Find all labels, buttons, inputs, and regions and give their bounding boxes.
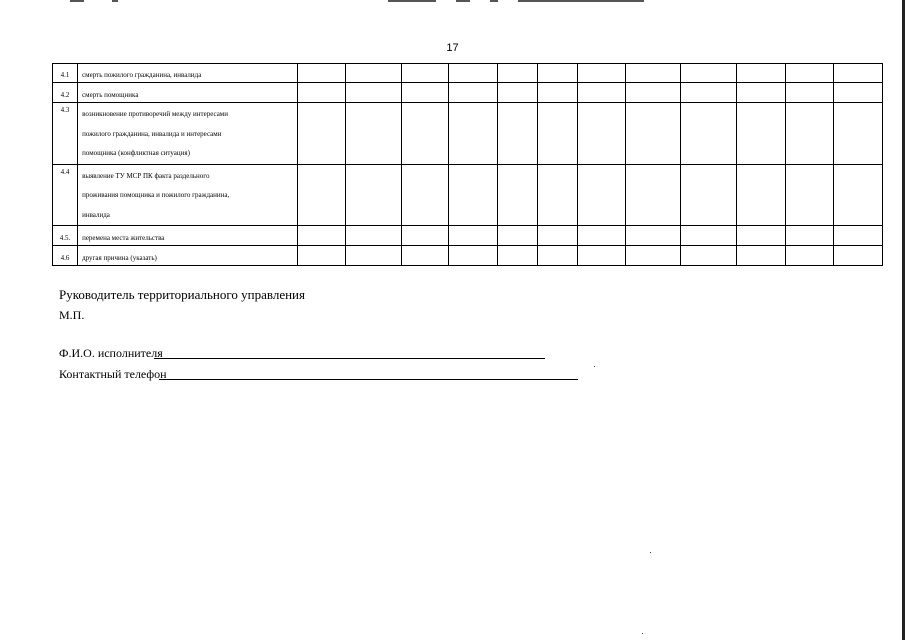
row-number: 4.5.	[53, 226, 78, 246]
data-cell	[537, 164, 577, 226]
data-cell	[833, 64, 882, 83]
scan-artifact-top	[490, 0, 498, 2]
data-cell	[498, 64, 538, 83]
data-cell	[449, 64, 498, 83]
data-cell	[345, 164, 401, 226]
data-cell	[498, 246, 538, 266]
data-cell	[498, 83, 538, 103]
data-cell	[402, 83, 449, 103]
scan-artifact-top	[388, 0, 436, 2]
data-cell	[625, 83, 680, 103]
row-label	[78, 64, 298, 83]
data-cell	[449, 83, 498, 103]
scan-artifact-top	[112, 0, 118, 2]
data-cell	[297, 226, 345, 246]
data-cell	[297, 64, 345, 83]
data-cell	[577, 226, 625, 246]
data-cell	[449, 103, 498, 165]
data-cell	[402, 64, 449, 83]
data-cell	[625, 226, 680, 246]
data-cell	[297, 164, 345, 226]
data-cell	[402, 103, 449, 165]
row-number: 4.2	[53, 83, 78, 103]
data-cell	[577, 103, 625, 165]
data-cell	[345, 226, 401, 246]
data-cell	[681, 64, 736, 83]
row-label-line: инвалида	[82, 210, 110, 219]
executor-label: Ф.И.О. исполнителя	[59, 346, 163, 360]
data-cell	[625, 64, 680, 83]
table-row	[53, 83, 883, 103]
table-row	[53, 64, 883, 83]
data-cell	[681, 164, 736, 226]
report-table	[52, 63, 883, 266]
data-cell	[577, 64, 625, 83]
row-label-line: возникновение противоречий между интересами	[82, 110, 228, 118]
data-cell	[537, 64, 577, 83]
row-number: 4.4	[53, 164, 78, 226]
row-number: 4.6	[53, 246, 78, 266]
data-cell	[577, 246, 625, 266]
row-label	[78, 226, 298, 246]
data-cell	[498, 103, 538, 165]
row-label-line: другая причина (указать)	[82, 254, 157, 262]
scan-speck	[594, 366, 595, 367]
data-cell	[577, 83, 625, 103]
data-cell	[681, 226, 736, 246]
row-label	[78, 164, 298, 226]
table-row	[53, 246, 883, 266]
data-cell	[785, 64, 833, 83]
row-label-line: пожилого гражданина, инвалида и интересами	[82, 129, 222, 138]
data-cell	[402, 164, 449, 226]
data-cell	[625, 164, 680, 226]
data-cell	[736, 64, 785, 83]
phone-field[interactable]	[159, 379, 578, 380]
executor-name-field[interactable]	[154, 358, 545, 359]
data-cell	[297, 246, 345, 266]
data-cell	[537, 246, 577, 266]
data-cell	[785, 246, 833, 266]
scan-artifact-top	[70, 0, 84, 2]
row-label-line: выявление ТУ МСР ПК факта раздельного	[82, 171, 210, 180]
page-number: 17	[446, 42, 459, 54]
data-cell	[402, 226, 449, 246]
data-cell	[833, 226, 882, 246]
head-of-department-label: Руководитель территориального управления	[59, 287, 305, 302]
row-label-line: проживания помощника и пожилого гражданина,	[82, 191, 230, 199]
data-cell	[498, 164, 538, 226]
row-label	[78, 246, 298, 266]
scan-speck	[642, 633, 643, 634]
data-cell	[785, 103, 833, 165]
table-row	[53, 103, 883, 165]
data-cell	[736, 226, 785, 246]
stamp-label: М.П.	[59, 308, 85, 322]
row-label	[78, 103, 298, 165]
data-cell	[833, 164, 882, 226]
data-cell	[297, 83, 345, 103]
scan-speck	[650, 552, 651, 553]
data-cell	[625, 103, 680, 165]
scan-artifact-top	[518, 0, 644, 2]
data-cell	[537, 83, 577, 103]
data-cell	[681, 103, 736, 165]
data-cell	[345, 246, 401, 266]
data-cell	[785, 226, 833, 246]
data-cell	[785, 83, 833, 103]
data-cell	[449, 164, 498, 226]
row-label-line: смерть пожилого гражданина, инвалида	[82, 71, 202, 79]
data-cell	[833, 83, 882, 103]
data-cell	[833, 246, 882, 266]
data-cell	[577, 164, 625, 226]
data-cell	[345, 103, 401, 165]
data-cell	[625, 246, 680, 266]
data-cell	[297, 103, 345, 165]
data-cell	[498, 226, 538, 246]
row-label-line: помощника (конфликтная ситуация)	[82, 149, 190, 157]
data-cell	[681, 246, 736, 266]
row-label	[78, 83, 298, 103]
row-number: 4.3	[53, 103, 78, 165]
data-cell	[681, 83, 736, 103]
row-label-line: смерть помощника	[82, 91, 139, 99]
data-cell	[833, 103, 882, 165]
data-cell	[736, 103, 785, 165]
data-cell	[449, 226, 498, 246]
data-cell	[736, 164, 785, 226]
data-cell	[449, 246, 498, 266]
phone-label: Контактный телефон	[59, 367, 167, 381]
table-row	[53, 164, 883, 226]
data-cell	[537, 103, 577, 165]
scan-artifact-top	[456, 0, 470, 2]
row-number: 4.1	[53, 64, 78, 83]
data-cell	[736, 246, 785, 266]
table-row	[53, 226, 883, 246]
row-label-line: перемена места жительства	[82, 234, 165, 242]
data-cell	[402, 246, 449, 266]
data-cell	[736, 83, 785, 103]
data-cell	[537, 226, 577, 246]
data-cell	[785, 164, 833, 226]
data-cell	[345, 83, 401, 103]
data-cell	[345, 64, 401, 83]
